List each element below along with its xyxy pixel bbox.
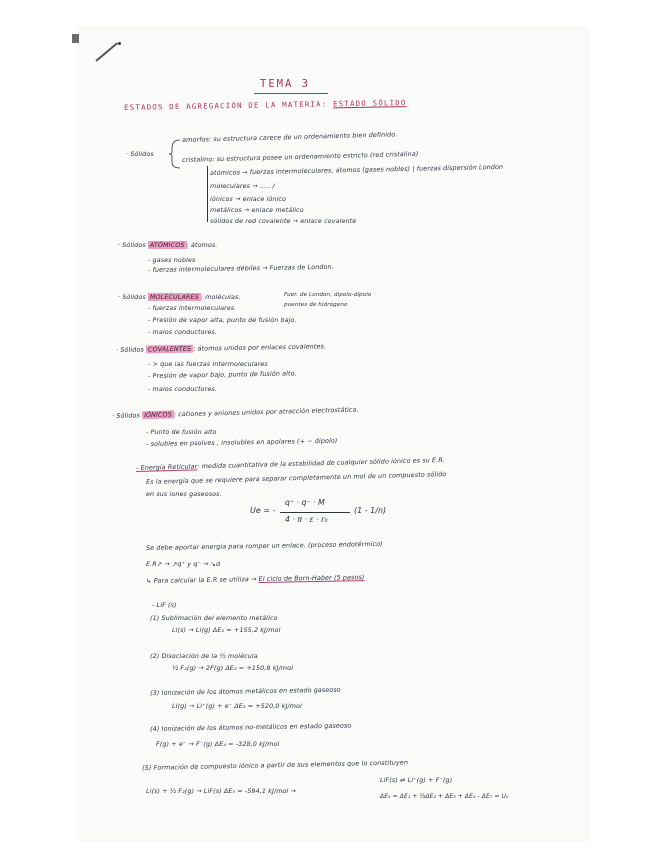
energia-label: - Energía Reticular [136, 462, 198, 472]
ionicos-item-2: - solubles en psolves , insolubles en apolares (+ − dipolo) [146, 436, 338, 448]
step-1-eq: Li(s) → Li(g) ΔE₁ = +155,2 kJ/mol [172, 626, 281, 634]
atomicos-item-2: - fuerzas intermoleculares débiles → Fuerzas de London. [148, 262, 334, 274]
moleculares-prefix: · Sólidos [118, 293, 146, 301]
moleculares-item-1: - fuerzas intermoleculares [148, 304, 235, 312]
brace [168, 138, 182, 170]
step-4-eq: F(g) + e⁻ → F⁻(g) ΔE₄ = -328,0 kJ/mol [156, 740, 280, 748]
atomicos-item-1: - gases nobles [148, 256, 196, 264]
atomicos-name: ATÓMICOS [149, 241, 185, 249]
page-title: TEMA 3 [260, 78, 310, 90]
subtype-moleculares: moleculares → ..... / [210, 182, 275, 190]
energia-def1-text: : medida cuantitativa de la estabilidad de cualquier sólido iónico es su E.R. [197, 455, 446, 471]
covalentes-prefix: · Sólidos [116, 345, 144, 354]
energia-note: Se debe aportar energía para romper un enlace. (proceso endotérmico) [146, 539, 383, 552]
fraction-bar [280, 512, 350, 513]
moleculares-item-2: - Presión de vapor alta, punto de fusión bajo. [148, 316, 297, 324]
energia-relation: E.R↗ → ↗q⁺ y q⁻ → ↘d [146, 560, 221, 568]
cristalino-line: cristalino: su estructura posee un ordenamiento estricto (red cristalina) [182, 149, 419, 164]
formula-lhs: Ue = - [250, 506, 276, 515]
step-1-label: (1) Sublimación del elemento metálico [150, 614, 278, 622]
step-3-eq: Li(g) → Li⁺(g) + e⁻ ΔE₃ = +520,0 kJ/mol [172, 702, 302, 710]
step-2-label: (2) Disociación de la ½ molécula [150, 652, 258, 660]
formula-rhs: (1 - 1/n) [354, 506, 387, 515]
amorfos-line: amorfos: su estructura carece de un ordenamiento bien definido. [182, 130, 398, 144]
energia-def-3: en sus iones gaseosos. [146, 490, 222, 498]
subtype-metalicos: metálicos → enlace metálico [210, 206, 304, 214]
subtype-atomicos: atómicos → fuerzas intermoleculares, átomos (gases nobles) | fuerzas dispersión London [210, 162, 504, 177]
step-0-label: - LiF (s) [152, 601, 177, 609]
moleculares-branch-1: Fuer. de London, dipolo-dipolo [284, 292, 372, 298]
title-underline [254, 93, 328, 94]
covalentes-item-3: - malos conductores. [148, 385, 217, 393]
formula-numerator: q⁺ · q⁻ · M [285, 498, 325, 507]
moleculares-name: MOLECULARES [149, 293, 199, 301]
subtype-red-covalente: sólidos de red covalente → enlace covalente [210, 217, 357, 225]
ionicos-name: IÓNICOS [143, 410, 172, 420]
ionicos-prefix: · Sólidos [112, 411, 140, 420]
covalentes-name: COVALENTES [147, 344, 192, 354]
corner-mark [72, 34, 79, 43]
moleculares-suffix: : moléculas. [200, 293, 241, 301]
moleculares-heading [118, 293, 241, 301]
formula-denominator: 4 · π · ε · r₀ [285, 515, 328, 524]
final-equation: ΔE₅ = ΔE₁ + ½ΔE₂ + ΔE₃ + ΔE₄ - ΔE₇ = U₀ [380, 793, 509, 800]
solidos-label: · Sólidos [126, 150, 154, 158]
step-3-label: (3) Ionización de los átomos metálicos en estado gaseoso [150, 685, 341, 697]
energia-def-2: Es la energía que se requiere para separar completamente un mol de un compuesto sólido [146, 470, 447, 486]
moleculares-branch-2: puentes de hidrógeno [284, 302, 348, 308]
step-5-label: (5) Formación de compuesto iónico a partir de sus elementos que lo constituyen [142, 758, 409, 772]
heading-part1: ESTADOS DE AGREGACIÓN DE LA MATERIA: [124, 99, 328, 112]
moleculares-item-3: - malos conductores. [148, 328, 217, 336]
born-text: ↳ Para calcular la E.R se utiliza → [146, 575, 257, 585]
atomicos-prefix: · Sólidos [118, 241, 146, 249]
ionicos-suffix: : cationes y aniones unidos por atracción electrostática. [173, 405, 359, 419]
covalentes-item-1: - > que las fuerzas intermoleculares [148, 360, 268, 368]
subtype-ionicos: iónicos → enlace iónico [210, 195, 287, 203]
born-haber-cycle: El ciclo de Born-Haber (5 pasos) [258, 573, 365, 584]
final-top: LiF(s) ⇌ Li⁺(g) + F⁻(g) [380, 776, 453, 784]
ionicos-item-1: - Punto de fusión alto [146, 428, 217, 436]
step-2-eq: ½ F₂(g) → 2F(g) ΔE₂ = +150,9 kJ/mol [172, 664, 293, 672]
tree-line [207, 166, 208, 222]
atomicos-heading [118, 241, 217, 249]
heading-part2: ESTADO SÓLIDO [333, 98, 407, 109]
covalentes-item-2: - Presión de vapor bajo, punto de fusión alto. [148, 369, 297, 380]
dot-mark [118, 42, 121, 45]
step-5-eq: Li(s) + ½ F₂(g) → LiF(s) ΔE₅ = -594,1 kJ/mol → [146, 787, 297, 795]
lattice-energy-formula [250, 498, 430, 534]
atomicos-suffix: : átomos. [186, 241, 218, 249]
covalentes-suffix: : átomos unidos por enlaces covalentes. [193, 342, 327, 353]
step-4-label: (4) Ionización de los átomos no-metálicos en estado gaseoso [150, 721, 352, 733]
